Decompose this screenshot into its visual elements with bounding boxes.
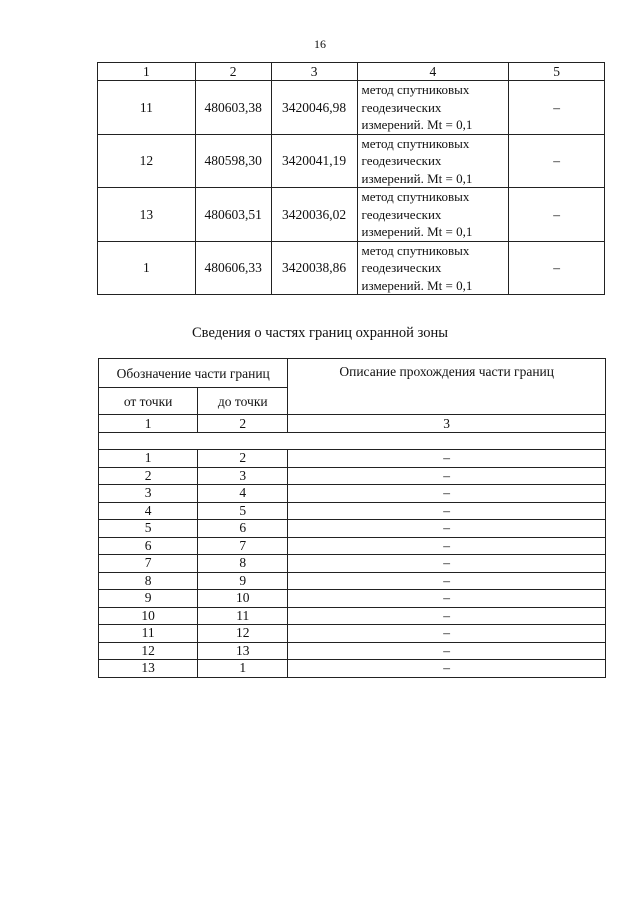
note-cell: – xyxy=(509,134,605,188)
method-line: геодезических xyxy=(361,99,442,115)
to-point: 4 xyxy=(198,485,288,503)
part-description: – xyxy=(288,590,606,608)
x-coordinate: 480606,33 xyxy=(195,241,271,295)
table-row xyxy=(99,660,606,678)
boundary-parts-table xyxy=(98,358,606,678)
coord-row xyxy=(98,134,605,188)
method-line: метод спутниковых xyxy=(361,82,470,97)
x-coordinate: 480603,51 xyxy=(195,188,271,242)
from-point: 12 xyxy=(99,642,198,660)
column-number: 1 xyxy=(99,415,198,433)
from-point: 11 xyxy=(99,625,198,643)
coord-row xyxy=(98,241,605,295)
coord-header-cell: 1 xyxy=(98,63,196,81)
method-description xyxy=(357,241,509,295)
y-coordinate: 3420038,86 xyxy=(271,241,357,295)
to-point: 5 xyxy=(198,502,288,520)
to-point: 3 xyxy=(198,467,288,485)
coordinates-table xyxy=(97,62,605,295)
point-number: 1 xyxy=(98,241,196,295)
point-number: 12 xyxy=(98,134,196,188)
method-line: геодезических xyxy=(361,153,442,168)
note-cell: – xyxy=(509,81,605,135)
method-line: метод спутниковых xyxy=(361,189,470,204)
method-line: геодезических xyxy=(361,260,442,275)
table-row xyxy=(99,607,606,625)
from-point: 2 xyxy=(99,467,198,485)
description-header: Описание прохождения части границ xyxy=(288,359,606,415)
part-description: – xyxy=(288,450,606,468)
method-line: измерений. Mt = 0,1 xyxy=(361,170,473,186)
to-point: 7 xyxy=(198,537,288,555)
method-line: измерений. Mt = 0,1 xyxy=(361,117,473,132)
column-number-row xyxy=(99,415,606,433)
table-row xyxy=(99,572,606,590)
coord-header-cell: 4 xyxy=(357,63,509,81)
from-point: 8 xyxy=(99,572,198,590)
part-description: – xyxy=(288,520,606,538)
table-row xyxy=(99,520,606,538)
coord-header-cell: 3 xyxy=(271,63,357,81)
point-number: 11 xyxy=(98,81,196,135)
table-row xyxy=(99,555,606,573)
method-description xyxy=(357,188,509,242)
x-coordinate: 480603,38 xyxy=(195,81,271,135)
from-point: 4 xyxy=(99,502,198,520)
coord-header-cell: 2 xyxy=(195,63,271,81)
x-coordinate: 480598,30 xyxy=(195,134,271,188)
table-row xyxy=(99,642,606,660)
to-point: 9 xyxy=(198,572,288,590)
page-number: 16 xyxy=(314,37,326,51)
coord-row xyxy=(98,81,605,135)
to-point: 12 xyxy=(198,625,288,643)
designation-header: Обозначение части границ xyxy=(99,359,288,388)
method-description xyxy=(357,81,509,135)
part-description: – xyxy=(288,572,606,590)
part-description: – xyxy=(288,607,606,625)
from-point: 9 xyxy=(99,590,198,608)
table-row xyxy=(99,450,606,468)
to-point: 2 xyxy=(198,450,288,468)
to-point: 8 xyxy=(198,555,288,573)
table-row xyxy=(99,537,606,555)
method-description xyxy=(357,134,509,188)
part-description: – xyxy=(288,467,606,485)
from-point: 6 xyxy=(99,537,198,555)
part-description: – xyxy=(288,625,606,643)
table-row xyxy=(99,467,606,485)
note-cell: – xyxy=(509,241,605,295)
table-row xyxy=(99,502,606,520)
to-point: 11 xyxy=(198,607,288,625)
y-coordinate: 3420041,19 xyxy=(271,134,357,188)
method-line: измерений. Mt = 0,1 xyxy=(361,277,473,293)
part-description: – xyxy=(288,660,606,678)
from-point: 3 xyxy=(99,485,198,503)
y-coordinate: 3420036,02 xyxy=(271,188,357,242)
to-point-header: до точки xyxy=(198,388,288,415)
section-title: Сведения о частях границ охранной зоны xyxy=(192,325,448,341)
table-row xyxy=(99,485,606,503)
to-point: 10 xyxy=(198,590,288,608)
part-description: – xyxy=(288,485,606,503)
from-point: 10 xyxy=(99,607,198,625)
from-point: 13 xyxy=(99,660,198,678)
blank-cell xyxy=(99,433,606,450)
from-point: 1 xyxy=(99,450,198,468)
part-description: – xyxy=(288,642,606,660)
to-point: 6 xyxy=(198,520,288,538)
to-point: 13 xyxy=(198,642,288,660)
note-cell: – xyxy=(509,188,605,242)
coord-header-row xyxy=(98,63,605,81)
point-number: 13 xyxy=(98,188,196,242)
table-row xyxy=(99,590,606,608)
y-coordinate: 3420046,98 xyxy=(271,81,357,135)
coord-row xyxy=(98,188,605,242)
part-description: – xyxy=(288,555,606,573)
from-point: 5 xyxy=(99,520,198,538)
to-point: 1 xyxy=(198,660,288,678)
from-point: 7 xyxy=(99,555,198,573)
blank-row xyxy=(99,433,606,450)
coord-header-cell: 5 xyxy=(509,63,605,81)
part-description: – xyxy=(288,537,606,555)
column-number: 2 xyxy=(198,415,288,433)
from-point-header: от точки xyxy=(99,388,198,415)
parts-header-row xyxy=(99,359,606,388)
method-line: метод спутниковых xyxy=(361,242,470,258)
method-line: геодезических xyxy=(361,206,442,222)
column-number: 3 xyxy=(288,415,606,433)
part-description: – xyxy=(288,502,606,520)
method-line: измерений. Mt = 0,1 xyxy=(361,224,473,239)
table-row xyxy=(99,625,606,643)
method-line: метод спутниковых xyxy=(361,135,470,151)
